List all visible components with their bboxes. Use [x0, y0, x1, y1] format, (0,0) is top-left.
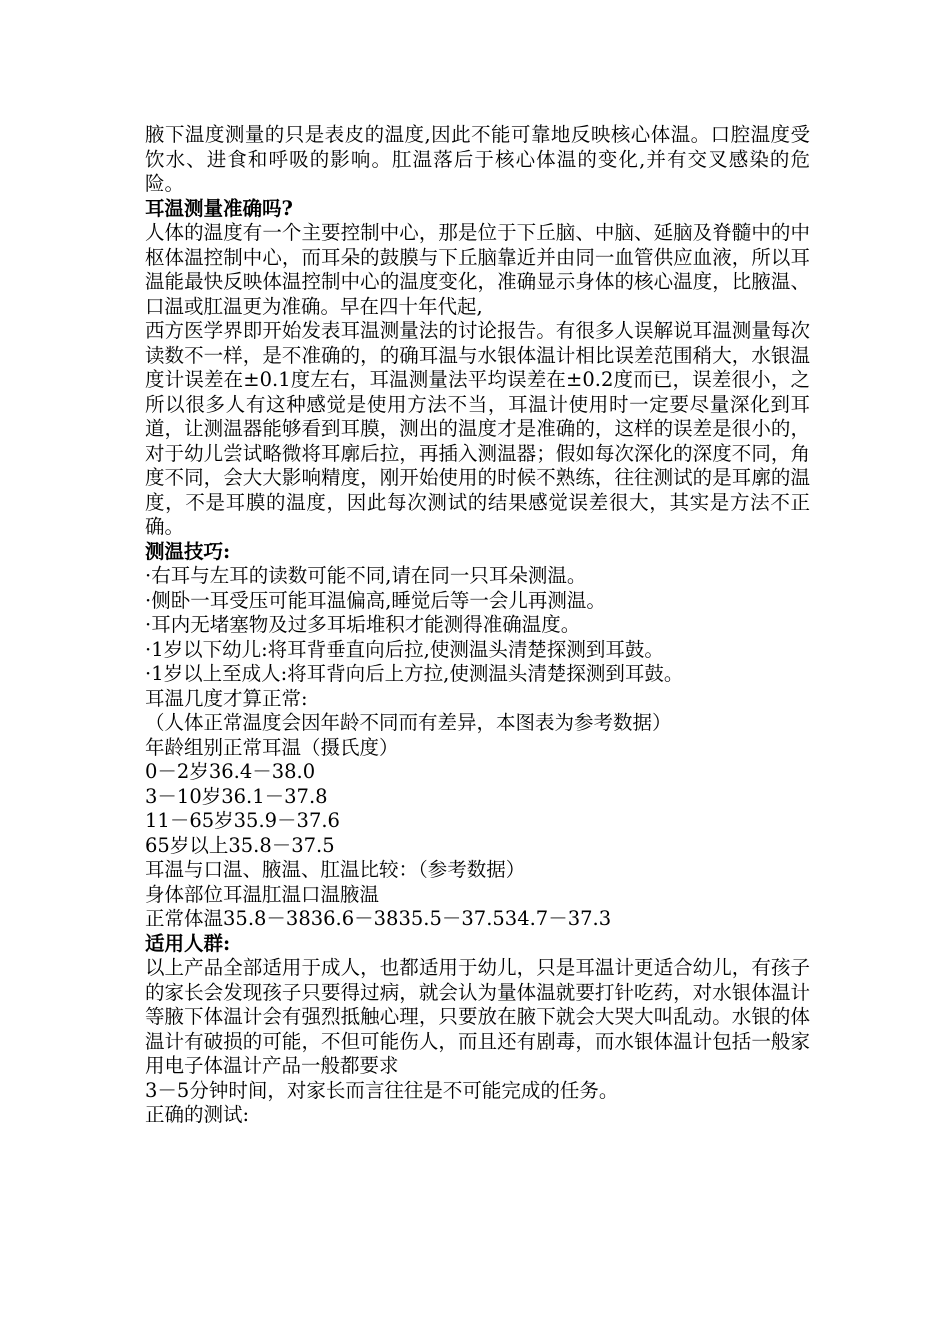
users-paragraph-1: 以上产品全部适用于成人，也都适用于幼儿，只是耳温计更适合幼儿，有孩子的家长会发现孩子只要得过病，就会认为量体温就要打针吃药，对水银体温计等腋下体温计会有强烈抵触心理，只要放在腋下就会大哭大叫乱动。水银的体温计有破损的可能，不但可能伤人，而且还有剧毒，而水银体温计包括一般家用电子体温计产品一般都要求 — [145, 956, 810, 1077]
normal-temperature-note: （人体正常温度会因年龄不同而有差异，本图表为参考数据） — [145, 711, 672, 734]
accuracy-paragraph-1: 人体的温度有一个主要控制中心，那是位于下丘脑、中脑、延脑及脊髓中的中枢体温控制中心，而耳朵的鼓膜与下丘脑靠近并由同一血管供应血液，所以耳温能最快反映体温控制中心的温度变化，准确显示身体的核心温度，比腋温、口温或肛温更为准确。早在四十年代起, — [145, 221, 810, 318]
tip-item: ·耳内无堵塞物及过多耳垢堆积才能测得准确温度。 — [145, 613, 581, 636]
tip-item: ·侧卧一耳受压可能耳温偏高,睡觉后等一会儿再测温。 — [145, 588, 606, 612]
accuracy-paragraph-2: 西方医学界即开始发表耳温测量法的讨论报告。有很多人误解说耳温测量每次读数不一样，是不准确的，的确耳温与水银体温计相比误差范围稍大，水银温度计误差在±0.1度左右，耳温测量法平均误差在±0.2度而已，误差很小，之所以很多人有这种感觉是使用方法不当，耳温计使用时一定要尽量深化到耳道，让测温器能够看到耳膜，测出的温度才是准确的，这样的误差是很小的，对于幼儿尝试略微将耳廓后拉，再插入测温器；假如每次深化的深度不同，角度不同，会大大影响精度，刚开始使用的时候不熟练，往往测试的是耳廓的温度，不是耳膜的温度，因此每次测试的结果感觉误差很大，其实是方法不正确。 — [145, 319, 810, 538]
comparison-title: 耳温与口温、腋温、肛温比较：（参考数据） — [145, 858, 526, 881]
age-table-row: 0－2岁36.4－38.0 — [145, 760, 316, 783]
tip-item: ·1岁以下幼儿:将耳背垂直向后拉,使测温头清楚探测到耳鼓。 — [145, 637, 664, 661]
correct-test-title: 正确的测试: — [145, 1103, 250, 1126]
users-paragraph-2: 3－5分钟时间，对家长而言往往是不可能完成的任务。 — [145, 1078, 619, 1102]
heading-tips: 测温技巧: — [145, 539, 231, 563]
age-table-row: 65岁以上35.8－37.5 — [145, 833, 335, 857]
comparison-header: 身体部位耳温肛温口温腋温 — [145, 882, 380, 906]
tip-item: ·右耳与左耳的读数可能不同,请在同一只耳朵测温。 — [145, 564, 587, 587]
age-table-row: 11－65岁35.9－37.6 — [145, 809, 340, 832]
normal-temperature-title: 耳温几度才算正常: — [145, 686, 308, 710]
heading-accuracy: 耳温测量准确吗? — [145, 196, 293, 220]
document-body — [145, 123, 810, 1128]
comparison-row: 正常体温35.8－3836.6－3835.5－37.534.7－37.3 — [145, 907, 612, 930]
heading-users: 适用人群: — [145, 931, 231, 955]
age-table-row: 3－10岁36.1－37.8 — [145, 784, 328, 808]
age-table-header: 年龄组别正常耳温（摄氏度） — [145, 735, 399, 759]
tip-item: ·1岁以上至成人:将耳背向后上方拉,使测温头清楚探测到耳鼓。 — [145, 662, 684, 685]
intro-paragraph: 腋下温度测量的只是表皮的温度,因此不能可靠地反映核心体温。口腔温度受饮水、进食和呼吸的影响。肛温落后于核心体温的变化,并有交叉感染的危险。 — [145, 123, 810, 195]
